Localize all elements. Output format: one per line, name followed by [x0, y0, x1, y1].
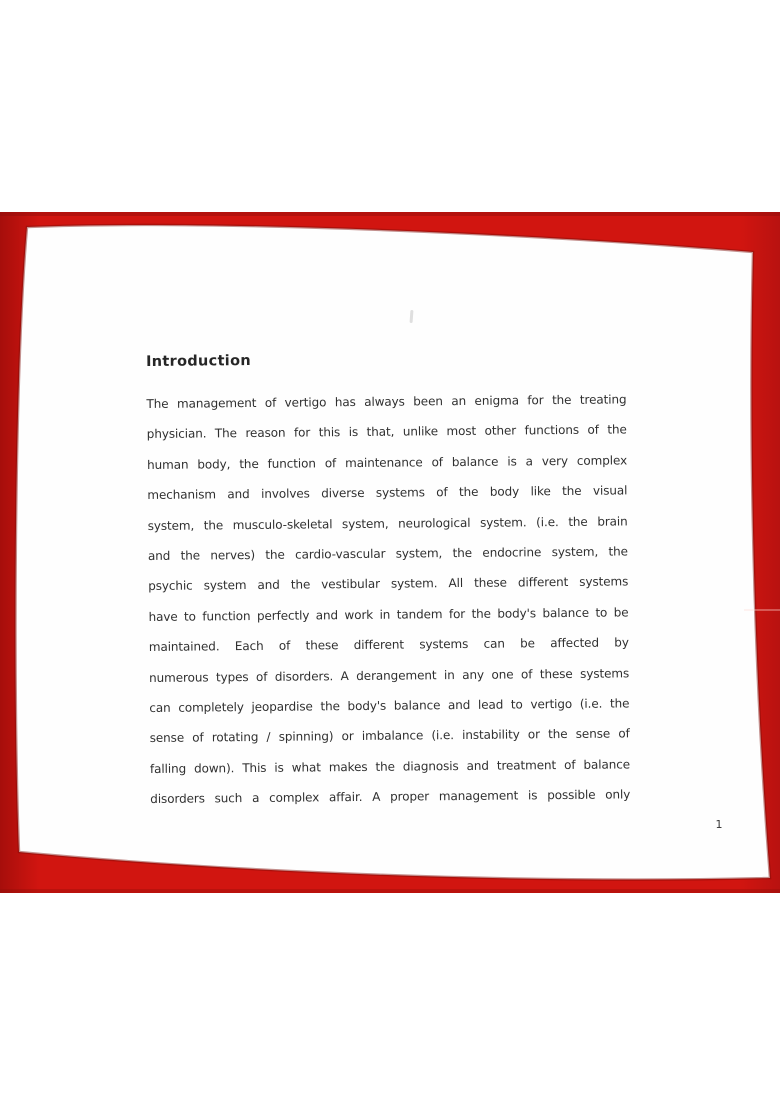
mat-bottom-shadow	[0, 889, 780, 893]
text-line: can completely jeopardise the body's balance and lead to vertigo (i.e. the	[149, 696, 630, 715]
page-text-block	[146, 349, 630, 814]
text-line: sense of rotating / spinning) or imbalance (i.e. instability or the sense of	[149, 726, 630, 746]
text-line: psychic system and the vestibular system. All these different systems	[148, 574, 629, 594]
text-line: The management of vertigo has always been an enigma for the treating	[146, 392, 627, 411]
text-line: mechanism and involves diverse systems of the body like the visual	[147, 483, 628, 503]
text-line: disorders such a complex affair. A proper management is possible only	[150, 787, 631, 807]
text-line: human body, the function of maintenance of balance is a very complex	[146, 453, 628, 472]
text-line: numerous types of disorders. A derangement in any one of these systems	[149, 665, 630, 685]
text-line: maintained. Each of these different systems can be affected by	[148, 635, 629, 655]
text-line: have to function perfectly and work in tandem for the body's balance to be	[148, 605, 629, 624]
text-line: and the nerves) the cardio-vascular system, the endocrine system, the	[147, 544, 628, 563]
page-number: 1	[715, 817, 723, 832]
text-line: falling down). This is what makes the diagnosis and treatment of balance	[149, 757, 631, 776]
text-line: system, the musculo-skeletal system, neurological system. (i.e. the brain	[147, 513, 628, 533]
text-line: physician. The reason for this is that, unlike most other functions of the	[146, 422, 627, 442]
scan-crease-artifact	[744, 609, 780, 611]
mat-top-shadow	[0, 212, 780, 216]
section-heading: Introduction	[146, 352, 252, 370]
